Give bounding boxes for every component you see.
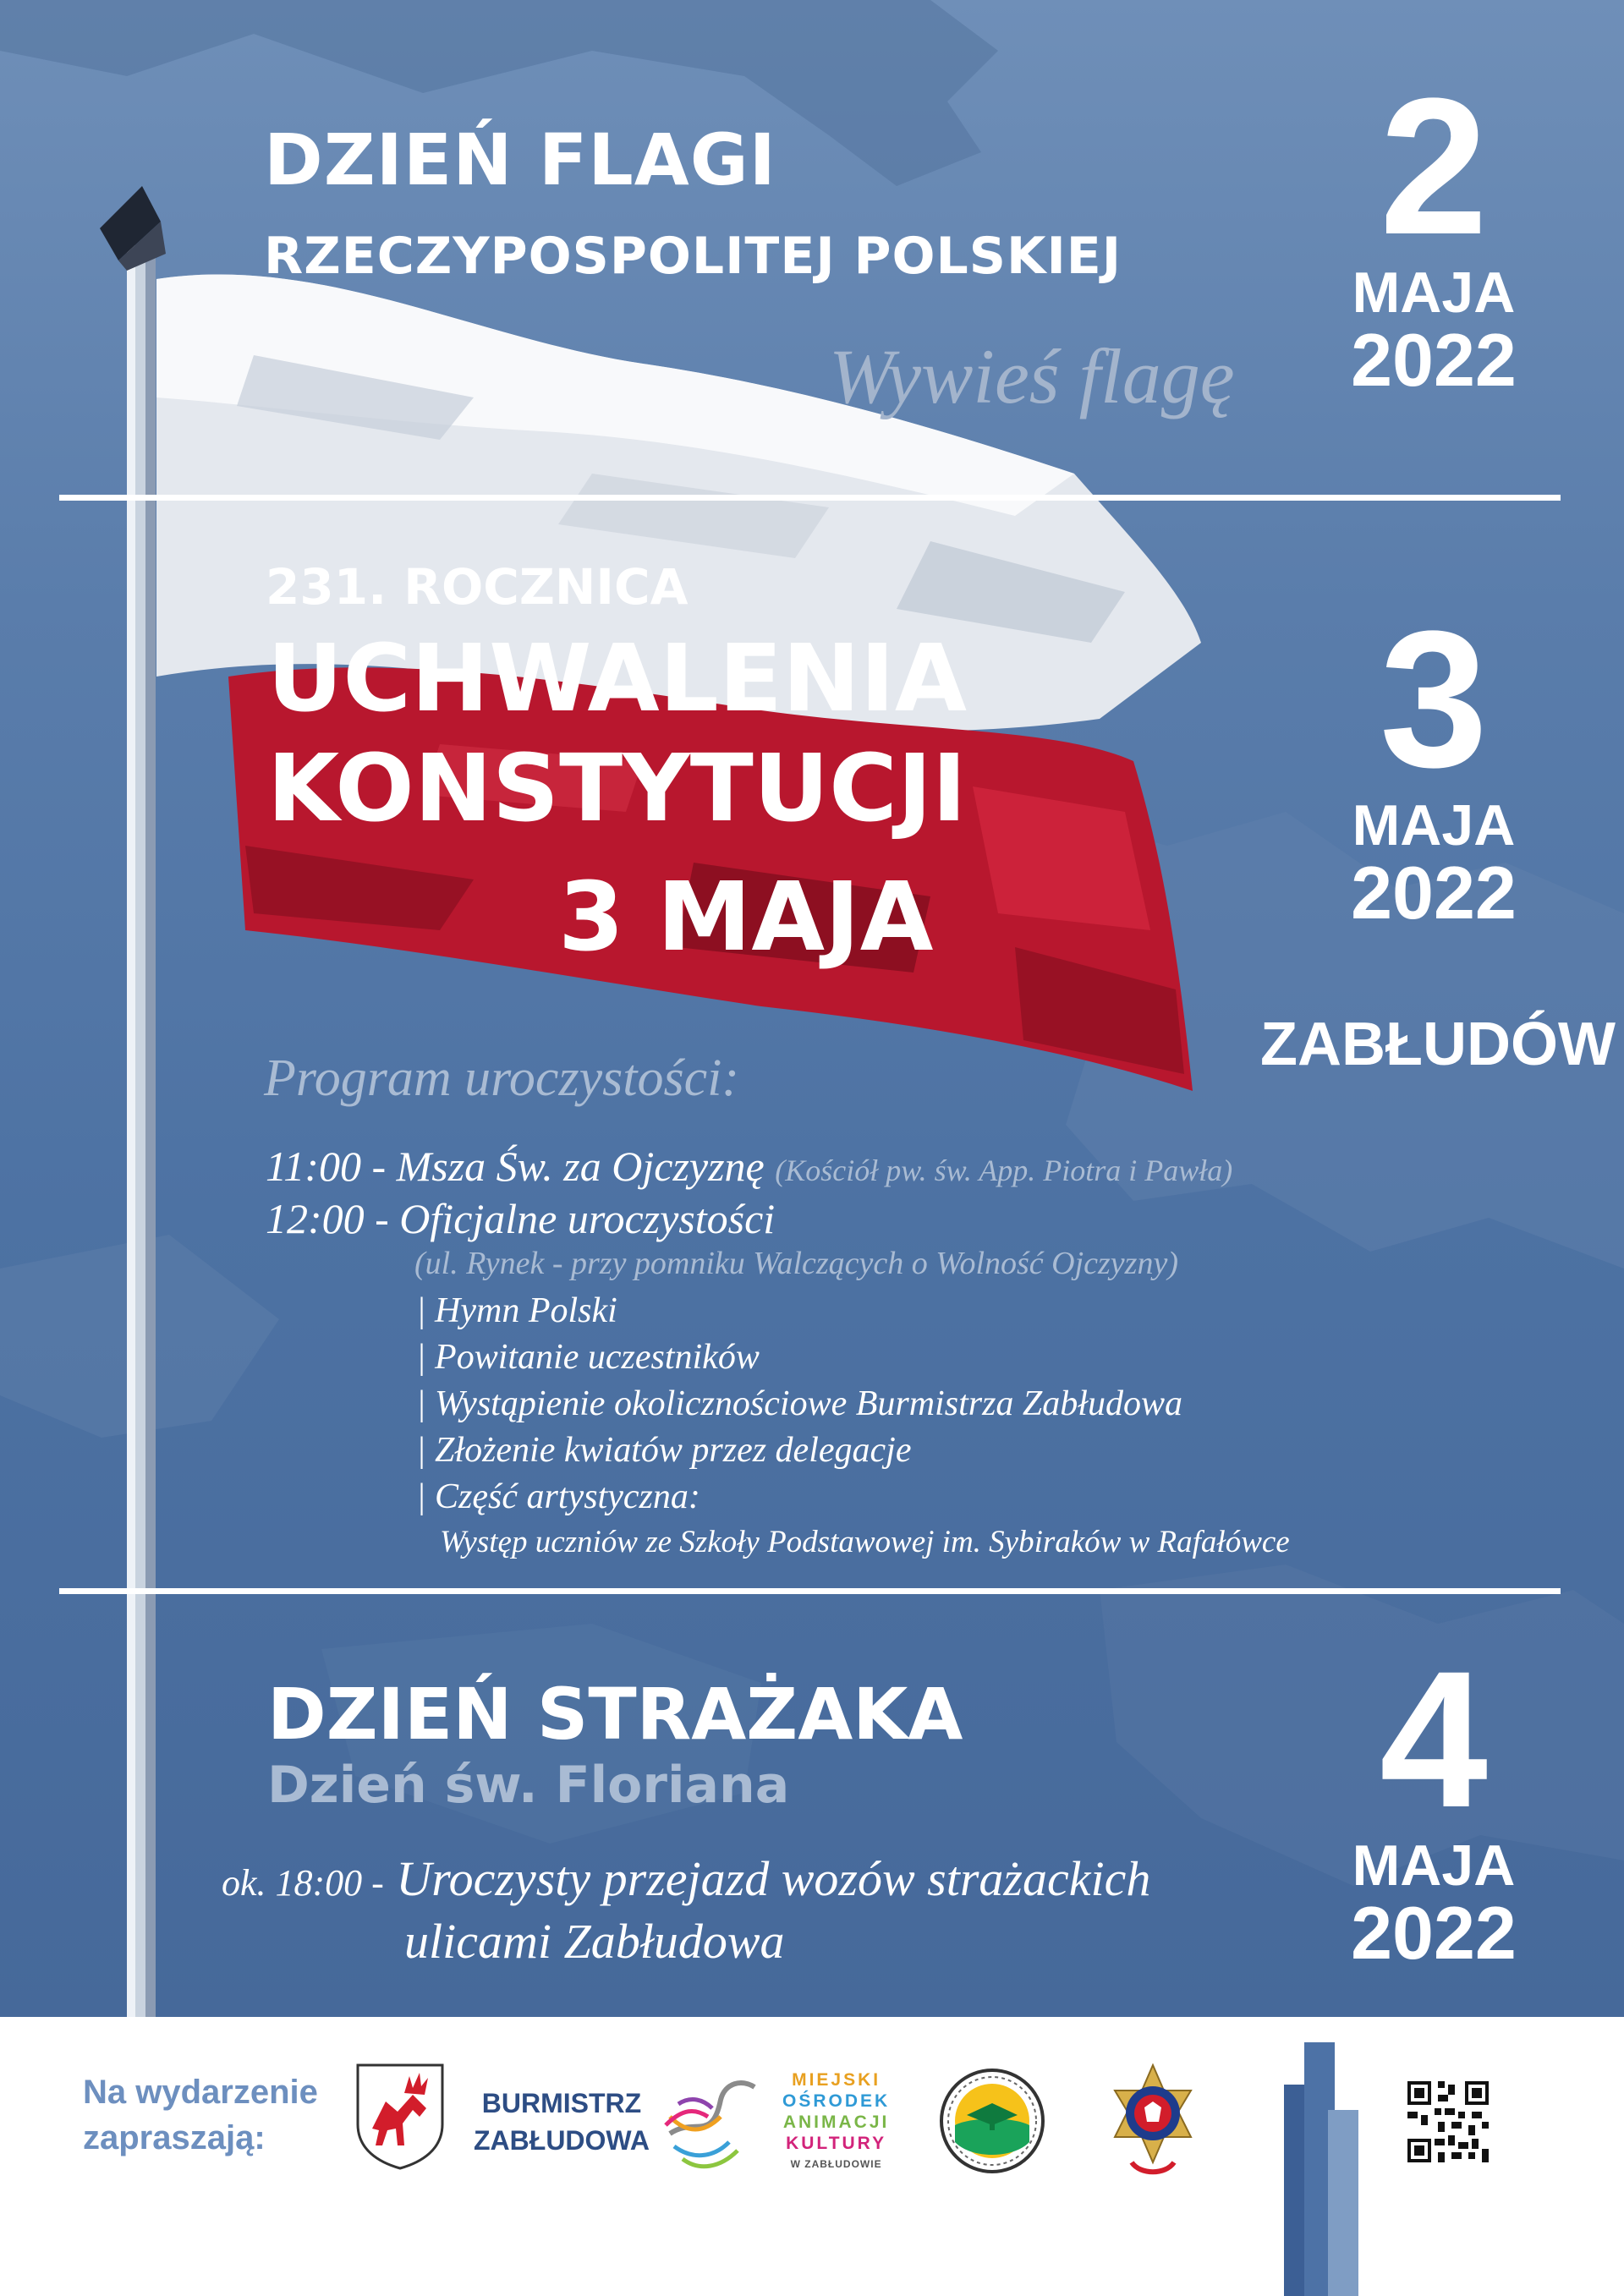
date-year: 2022 bbox=[1351, 1891, 1517, 1975]
flag-day-title: DZIEŃ FLAGI bbox=[264, 118, 776, 201]
slogan: Wywieś flagę bbox=[829, 333, 1235, 419]
artistic-detail: Występ uczniów ze Szkoły Podstawowej im. Sybiraków w Rafałówce bbox=[440, 1525, 1290, 1559]
moak-line4: KULTURY bbox=[786, 2134, 887, 2153]
date-may-2 bbox=[1307, 58, 1561, 402]
invite-line2: zapraszają: bbox=[83, 2119, 266, 2156]
firefighter-day-subtitle: Dzień św. Floriana bbox=[267, 1756, 790, 1815]
school-logo[interactable] bbox=[937, 2066, 1047, 2176]
date-year: 2022 bbox=[1351, 851, 1517, 934]
invite-text bbox=[83, 2069, 318, 2161]
constitution-title-1: UCHWALENIA bbox=[267, 624, 967, 732]
date-year: 2022 bbox=[1351, 318, 1517, 402]
program-subitem: | Złożenie kwiatów przez delegacje bbox=[416, 1431, 912, 1470]
divider-1 bbox=[59, 495, 1561, 501]
moak-line2: OŚRODEK bbox=[782, 2091, 891, 2111]
coat-of-arms-logo[interactable] bbox=[354, 2061, 447, 2171]
moak-bird-icon[interactable] bbox=[661, 2066, 771, 2176]
date-month: MAJA bbox=[1352, 1833, 1516, 1898]
constitution-title-2: KONSTYTUCJI bbox=[267, 734, 967, 842]
program-item-mass-note: (Kościół pw. św. App. Piotra i Pawła) bbox=[775, 1153, 1233, 1187]
program-subitem: | Część artystyczna: bbox=[416, 1477, 700, 1516]
firefighter-event-time: ok. 18:00 - bbox=[222, 1862, 384, 1904]
firefighter-event-line1: Uroczysty przejazd wozów strażackich bbox=[396, 1851, 1151, 1906]
invite-line1: Na wydarzenie bbox=[83, 2074, 318, 2111]
program-subitem: | Wystąpienie okolicznościowe Burmistrza Zabłudowa bbox=[416, 1384, 1182, 1423]
moak-line5: W ZABŁUDOWIE bbox=[790, 2158, 882, 2170]
program-item-mass-main: 11:00 - Msza Św. za Ojczyznę bbox=[266, 1143, 765, 1190]
anniversary-label: 231. ROCZNICA bbox=[266, 558, 689, 616]
date-may-4 bbox=[1307, 1630, 1561, 1975]
program-item-ceremony: 12:00 - Oficjalne uroczystości bbox=[266, 1195, 776, 1242]
moak-logo-text[interactable] bbox=[782, 2069, 890, 2175]
program-item-ceremony-note: (ul. Rynek - przy pomniku Walczących o Wolność Ojczyzny) bbox=[414, 1246, 1178, 1281]
date-month: MAJA bbox=[1352, 793, 1516, 858]
place-label: ZABŁUDÓW bbox=[1260, 1011, 1616, 1078]
date-day: 2 bbox=[1380, 58, 1488, 275]
date-month: MAJA bbox=[1352, 260, 1516, 325]
moak-line3: ANIMACJI bbox=[782, 2112, 890, 2132]
firefighter-event-line2: ulicami Zabłudowa bbox=[404, 1914, 785, 1969]
firefighter-day-title: DZIEŃ STRAŻAKA bbox=[267, 1673, 963, 1756]
fire-brigade-logo[interactable] bbox=[1098, 2061, 1208, 2179]
mayor-line2: ZABŁUDOWA bbox=[474, 2125, 650, 2156]
qr-code-icon[interactable] bbox=[1404, 2078, 1492, 2166]
divider-2 bbox=[59, 1588, 1561, 1594]
program-subitem: | Powitanie uczestników bbox=[416, 1338, 760, 1377]
program-item-mass bbox=[266, 1142, 1232, 1191]
constitution-title-3: 3 MAJA bbox=[558, 863, 934, 973]
footer bbox=[0, 2017, 1624, 2296]
date-may-3 bbox=[1307, 590, 1561, 934]
accent-bar-light bbox=[1328, 2110, 1358, 2296]
flag-day-subtitle: RZECZYPOSPOLITEJ POLSKIEJ bbox=[264, 227, 1122, 286]
program-subitem: | Hymn Polski bbox=[416, 1291, 617, 1330]
date-day: 3 bbox=[1380, 590, 1488, 808]
moak-line1: MIEJSKI bbox=[792, 2070, 881, 2090]
program-heading: Program uroczystości: bbox=[264, 1049, 739, 1107]
firefighter-event bbox=[222, 1850, 1150, 1907]
mayor-line1: BURMISTRZ bbox=[481, 2088, 642, 2118]
mayor-logo-text[interactable] bbox=[474, 2085, 650, 2159]
date-day: 4 bbox=[1380, 1630, 1488, 1848]
